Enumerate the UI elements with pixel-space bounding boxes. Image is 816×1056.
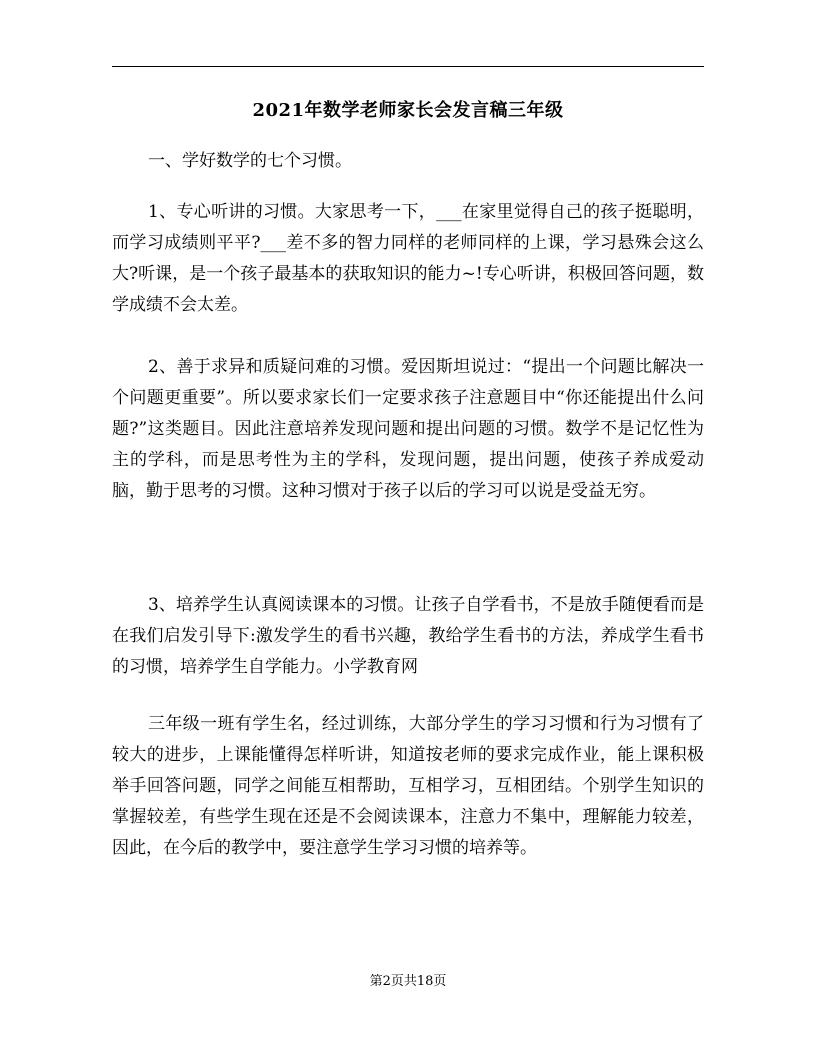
header-rule: [112, 66, 704, 67]
paragraph-reading-habit: 3、培养学生认真阅读课本的习惯。让孩子自学看书，不是放手随便看而是在我们启发引导下:激发学生的看书兴趣，教给学生看书的方法，养成学生看书的习惯，培养学生自学能力。小学教育网: [112, 595, 704, 677]
section-heading-habits: 一、学好数学的七个习惯。: [148, 151, 352, 171]
page-footer: 第2页共18页: [369, 974, 447, 989]
paragraph-questioning-habit: 2、善于求异和质疑问难的习惯。爱因斯坦说过：“提出一个问题比解决一个问题更重要”。所以要求家长们一定要求孩子注意题目中“你还能提出什么问题?”这类题目。因此注意培养发现问题和提出问题的习惯。数学不是记忆性为主的学科，而是思考性为主的学科，发现问题，提出问题，使孩子养成爱动脑，勤于思考的习惯。这种习惯对于孩子以后的学习可以说是受益无穷。: [112, 357, 704, 501]
document-title: 2021年数学老师家长会发言稿三年级: [252, 100, 564, 121]
paragraph-listening-habit: 1、专心听讲的习惯。大家思考一下，___在家里觉得自己的孩子挺聪明，而学习成绩则平平?___差不多的智力同样的老师同样的上课，学习悬殊会这么大?听课，是一个孩子最基本的获取知识的能力~!专心听讲，积极回答问题，数学成绩不会太差。: [112, 202, 704, 315]
paragraph-class-summary: 三年级一班有学生名，经过训练，大部分学生的学习习惯和行为习惯有了较大的进步，上课能懂得怎样听讲，知道按老师的要求完成作业，能上课积极举手回答问题，同学之间能互相帮助，互相学习，互相团结。个别学生知识的掌握较差，有些学生现在还是不会阅读课本，注意力不集中，理解能力较差，因此，在今后的教学中，要注意学生学习习惯的培养等。: [112, 714, 704, 858]
